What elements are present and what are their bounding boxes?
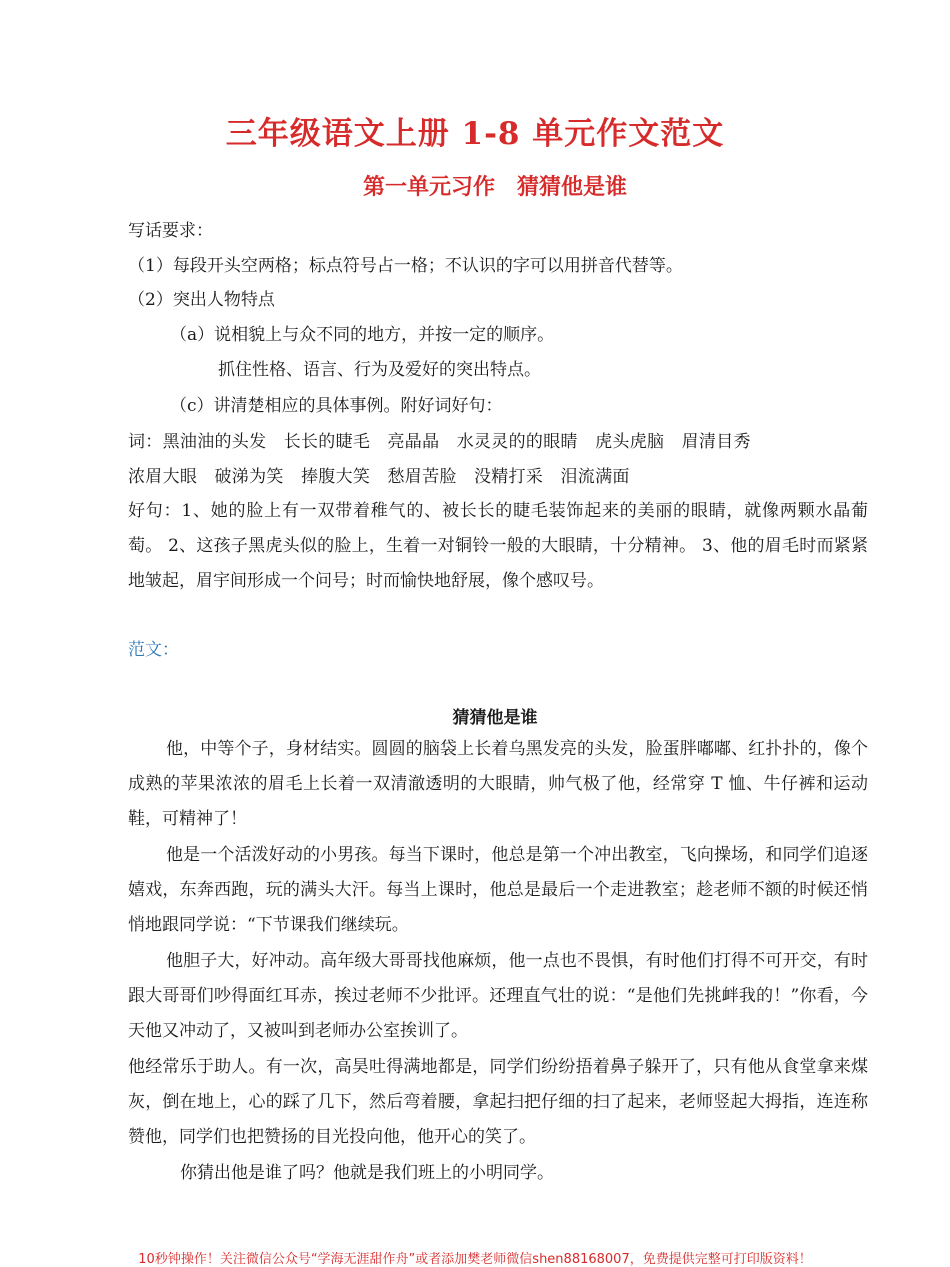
- requirement-item-1: （1）每段开头空两格；标点符号占一格；不认识的字可以用拼音代替等。: [128, 256, 683, 276]
- essay-paragraph-5: 你猜出他是谁了吗？他就是我们班上的小明同学。: [180, 1163, 554, 1183]
- essay-paragraph-2: 他是一个活泼好动的小男孩。每当下课时，他总是第一个冲出教室，飞向操场，和同学们追逐嬉戏，东奔西跑，玩的满头大汗。每当上课时，他总是最后一个走进教室；趁老师不额的时候还悄悄地跟同学说：“下节课我们继续玩。: [128, 845, 868, 935]
- good-words-line-2: 浓眉大眼 破涕为笑 捧腹大笑 愁眉苦脸 没精打采 泪流满面: [128, 467, 630, 487]
- good-sentences: 好句：1、她的脸上有一双带着稚气的、被长长的睫毛装饰起来的美丽的眼睛，就像两颗水晶葡萄。 2、这孩子黑虎头似的脸上，生着一对铜铃一般的大眼睛，十分精神。 3、他的眉毛时而紧紧地皱起，眉宇间形成一个问号；时而愉快地舒展，像个感叹号。: [128, 501, 868, 591]
- requirements-heading: 写话要求：: [128, 221, 213, 241]
- essay-paragraph-4: 他经常乐于助人。有一次，高昊吐得满地都是，同学们纷纷捂着鼻子躲开了，只有他从食堂拿来煤灰，倒在地上，心的踩了几下，然后弯着腰，拿起扫把仔细的扫了起来，老师竖起大拇指，连连称赞他，同学们也把赞扬的目光投向他，他开心的笑了。: [128, 1057, 868, 1147]
- document-title: 三年级语文上册 1-8 单元作文范文: [225, 116, 725, 152]
- essay-title: 猜猜他是谁: [452, 708, 538, 728]
- good-words-line-1: 词：黑油油的头发 长长的睫毛 亮晶晶 水灵灵的的眼睛 虎头虎脑 眉清目秀: [128, 432, 751, 452]
- unit-subtitle: 第一单元习作 猜猜他是谁: [362, 174, 627, 200]
- requirement-item-2c: （c）讲清楚相应的具体事例。附好词好句：: [170, 396, 503, 416]
- promo-footer: 10秒钟操作！关注微信公众号“学海无涯甜作舟”或者添加樊老师微信shen88168007，免费提供完整可打印版资料！: [138, 1252, 812, 1267]
- requirement-item-2a-cont: 抓住性格、语言、行为及爱好的突出特点。: [218, 360, 541, 380]
- requirement-item-2a: （a）说相貌上与众不同的地方，并按一定的顺序。: [170, 325, 555, 345]
- essay-paragraph-1: 他，中等个子，身材结实。圆圆的脑袋上长着乌黑发亮的头发，脸蛋胖嘟嘟、红扑扑的，像个成熟的苹果浓浓的眉毛上长着一双清澈透明的大眼睛，帅气极了他，经常穿 T 恤、牛仔裤和运动鞋，可精神了！: [128, 739, 868, 829]
- requirement-item-2: （2）突出人物特点: [128, 290, 275, 310]
- example-label: 范文：: [128, 640, 179, 660]
- essay-paragraph-3: 他胆子大，好冲动。高年级大哥哥找他麻烦，他一点也不畏惧，有时他们打得不可开交，有时跟大哥哥们吵得面红耳赤，挨过老师不少批评。还理直气壮的说：“是他们先挑衅我的！”你看，今天他又冲动了，又被叫到老师办公室挨训了。: [128, 951, 868, 1041]
